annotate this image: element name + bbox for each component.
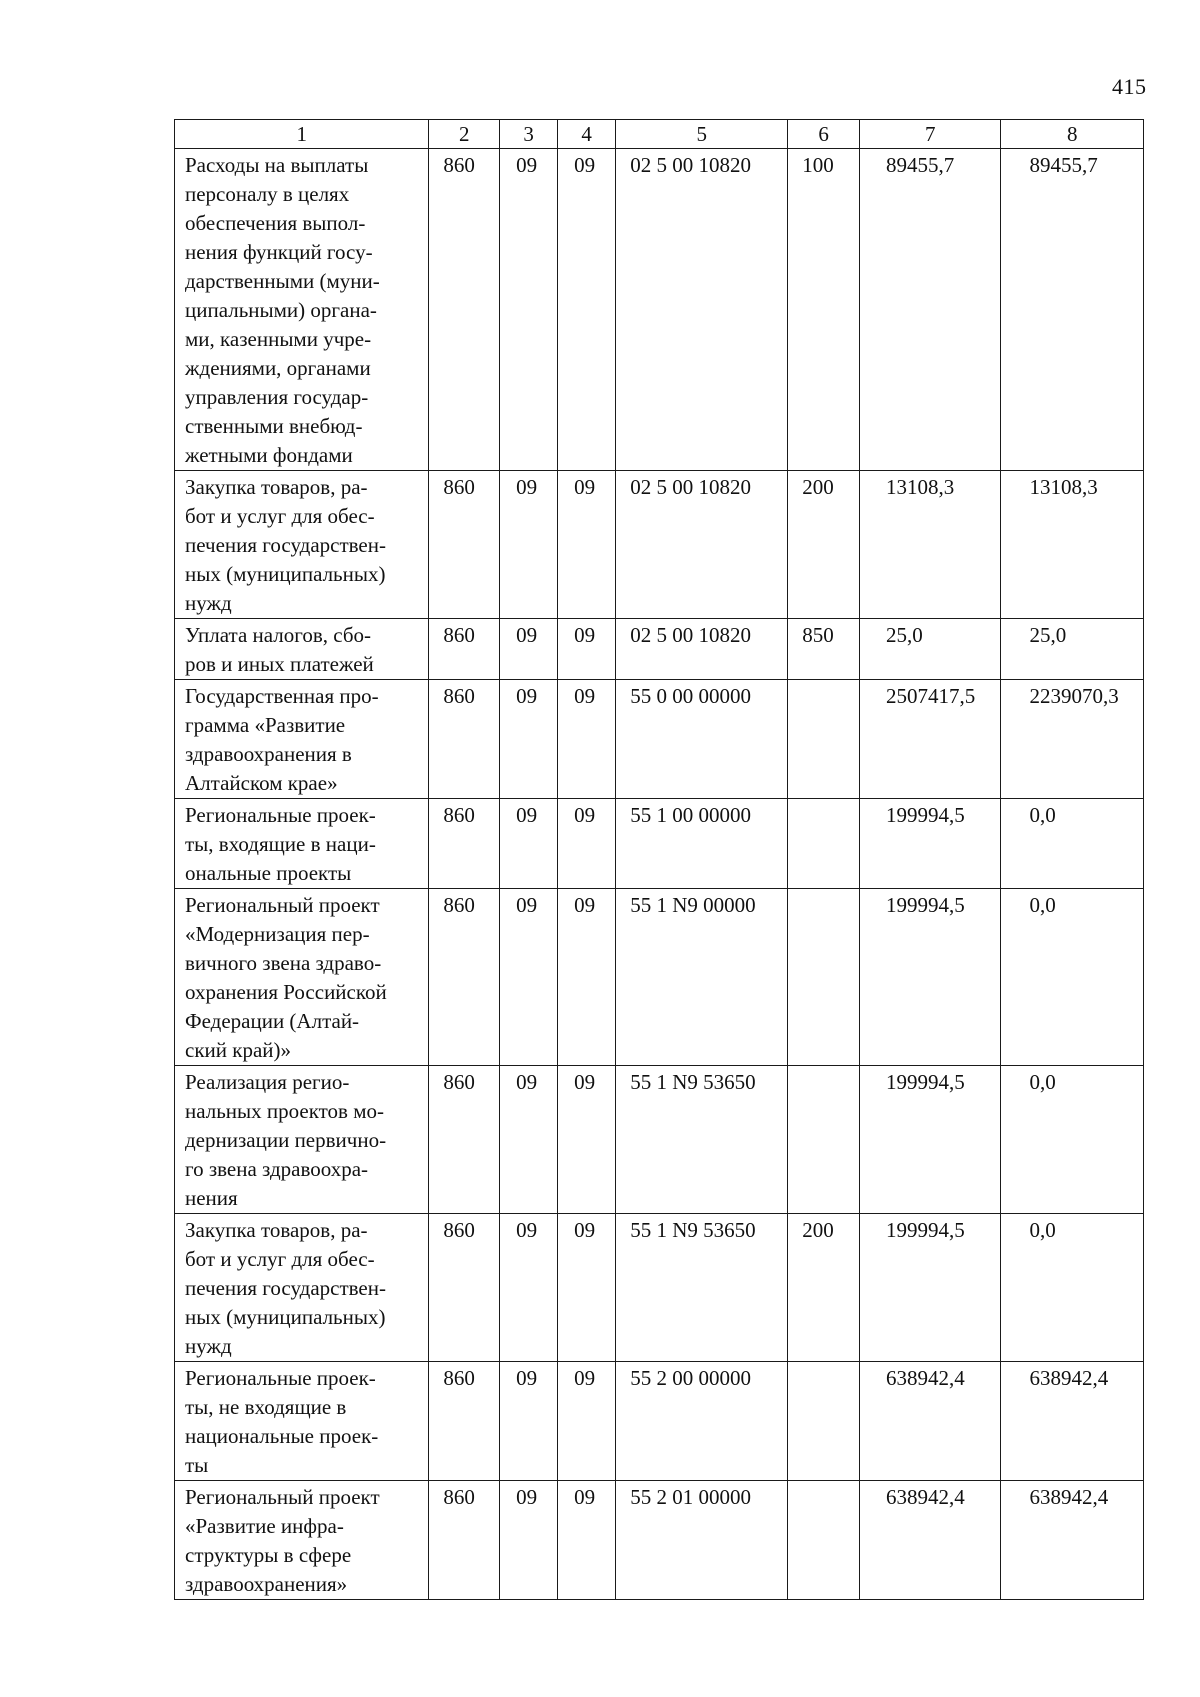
table-row (175, 471, 1144, 619)
ministry-code-cell: 860 (429, 619, 500, 680)
budget-table (174, 119, 1144, 1600)
amount-year1-cell: 638942,4 (860, 1481, 1001, 1600)
target-article-cell: 55 1 00 00000 (616, 799, 788, 889)
subsection-code-cell: 09 (558, 1066, 616, 1214)
amount-year1-cell: 199994,5 (860, 1214, 1001, 1362)
ministry-code-cell: 860 (429, 1362, 500, 1481)
section-code-cell: 09 (500, 149, 558, 471)
target-article-cell: 55 2 01 00000 (616, 1481, 788, 1600)
amount-year2-cell: 0,0 (1001, 1066, 1144, 1214)
expense-type-cell (788, 799, 860, 889)
target-article-cell: 02 5 00 10820 (616, 619, 788, 680)
subsection-code-cell: 09 (558, 1481, 616, 1600)
item-name-cell: Реализация регио- нальных проектов мо- дернизации первично- го звена здравоохра- нения (175, 1066, 429, 1214)
amount-year2-cell: 0,0 (1001, 1214, 1144, 1362)
expense-type-cell: 850 (788, 619, 860, 680)
item-name-cell: Региональные проек- ты, входящие в наци- ональные проекты (175, 799, 429, 889)
section-code-cell: 09 (500, 1481, 558, 1600)
amount-year2-cell: 89455,7 (1001, 149, 1144, 471)
section-code-cell: 09 (500, 799, 558, 889)
table-row (175, 1066, 1144, 1214)
amount-year2-cell: 638942,4 (1001, 1362, 1144, 1481)
subsection-code-cell: 09 (558, 889, 616, 1066)
item-name-cell: Уплата налогов, сбо- ров и иных платежей (175, 619, 429, 680)
amount-year1-cell: 199994,5 (860, 799, 1001, 889)
section-code-cell: 09 (500, 1066, 558, 1214)
header-cell: 1 (175, 120, 429, 149)
amount-year2-cell: 0,0 (1001, 799, 1144, 889)
table-row (175, 1362, 1144, 1481)
section-code-cell: 09 (500, 680, 558, 799)
expense-type-cell: 200 (788, 471, 860, 619)
header-cell: 7 (860, 120, 1001, 149)
section-code-cell: 09 (500, 889, 558, 1066)
table-body (175, 149, 1144, 1600)
section-code-cell: 09 (500, 1362, 558, 1481)
amount-year1-cell: 199994,5 (860, 1066, 1001, 1214)
expense-type-cell (788, 1362, 860, 1481)
target-article-cell: 55 2 00 00000 (616, 1362, 788, 1481)
item-name-cell: Региональный проект «Модернизация пер- вичного звена здраво- охранения Российской Федерации (Алтай- ский край)» (175, 889, 429, 1066)
header-row (175, 120, 1144, 149)
subsection-code-cell: 09 (558, 619, 616, 680)
target-article-cell: 55 1 N9 00000 (616, 889, 788, 1066)
table-row (175, 619, 1144, 680)
table-row (175, 1481, 1144, 1600)
table-row (175, 889, 1144, 1066)
item-name-cell: Расходы на выплаты персоналу в целях обеспечения выпол- нения функций госу- дарственными (муни- ципальными) органа- ми, казенными учре- ждениями, органами управления государ- ственными внебюд- жетными фондами (175, 149, 429, 471)
page-number: 415 (1112, 74, 1147, 99)
expense-type-cell (788, 1066, 860, 1214)
section-code-cell: 09 (500, 619, 558, 680)
header-cell: 4 (558, 120, 616, 149)
subsection-code-cell: 09 (558, 1362, 616, 1481)
header-cell: 6 (788, 120, 860, 149)
subsection-code-cell: 09 (558, 680, 616, 799)
header-cell: 2 (429, 120, 500, 149)
amount-year1-cell: 89455,7 (860, 149, 1001, 471)
subsection-code-cell: 09 (558, 799, 616, 889)
item-name-cell: Региональные проек- ты, не входящие в национальные проек- ты (175, 1362, 429, 1481)
target-article-cell: 55 1 N9 53650 (616, 1066, 788, 1214)
amount-year2-cell: 638942,4 (1001, 1481, 1144, 1600)
ministry-code-cell: 860 (429, 1481, 500, 1600)
item-name-cell: Закупка товаров, ра- бот и услуг для обес- печения государствен- ных (муниципальных) нужд (175, 471, 429, 619)
table-row (175, 1214, 1144, 1362)
subsection-code-cell: 09 (558, 1214, 616, 1362)
subsection-code-cell: 09 (558, 471, 616, 619)
ministry-code-cell: 860 (429, 149, 500, 471)
amount-year2-cell: 0,0 (1001, 889, 1144, 1066)
amount-year1-cell: 638942,4 (860, 1362, 1001, 1481)
amount-year1-cell: 2507417,5 (860, 680, 1001, 799)
amount-year1-cell: 13108,3 (860, 471, 1001, 619)
item-name-cell: Закупка товаров, ра- бот и услуг для обес- печения государствен- ных (муниципальных) нужд (175, 1214, 429, 1362)
ministry-code-cell: 860 (429, 889, 500, 1066)
amount-year1-cell: 25,0 (860, 619, 1001, 680)
target-article-cell: 02 5 00 10820 (616, 149, 788, 471)
subsection-code-cell: 09 (558, 149, 616, 471)
expense-type-cell (788, 889, 860, 1066)
target-article-cell: 55 1 N9 53650 (616, 1214, 788, 1362)
amount-year2-cell: 2239070,3 (1001, 680, 1144, 799)
table-row (175, 149, 1144, 471)
expense-type-cell: 100 (788, 149, 860, 471)
table-row (175, 680, 1144, 799)
amount-year2-cell: 25,0 (1001, 619, 1144, 680)
section-code-cell: 09 (500, 1214, 558, 1362)
item-name-cell: Региональный проект «Развитие инфра- структуры в сфере здравоохранения» (175, 1481, 429, 1600)
target-article-cell: 02 5 00 10820 (616, 471, 788, 619)
header-cell: 3 (500, 120, 558, 149)
expense-type-cell: 200 (788, 1214, 860, 1362)
ministry-code-cell: 860 (429, 1066, 500, 1214)
item-name-cell: Государственная про- грамма «Развитие здравоохранения в Алтайском крае» (175, 680, 429, 799)
ministry-code-cell: 860 (429, 680, 500, 799)
ministry-code-cell: 860 (429, 1214, 500, 1362)
target-article-cell: 55 0 00 00000 (616, 680, 788, 799)
section-code-cell: 09 (500, 471, 558, 619)
expense-type-cell (788, 680, 860, 799)
header-cell: 5 (616, 120, 788, 149)
header-cell: 8 (1001, 120, 1144, 149)
amount-year2-cell: 13108,3 (1001, 471, 1144, 619)
ministry-code-cell: 860 (429, 799, 500, 889)
expense-type-cell (788, 1481, 860, 1600)
table-row (175, 799, 1144, 889)
ministry-code-cell: 860 (429, 471, 500, 619)
amount-year1-cell: 199994,5 (860, 889, 1001, 1066)
